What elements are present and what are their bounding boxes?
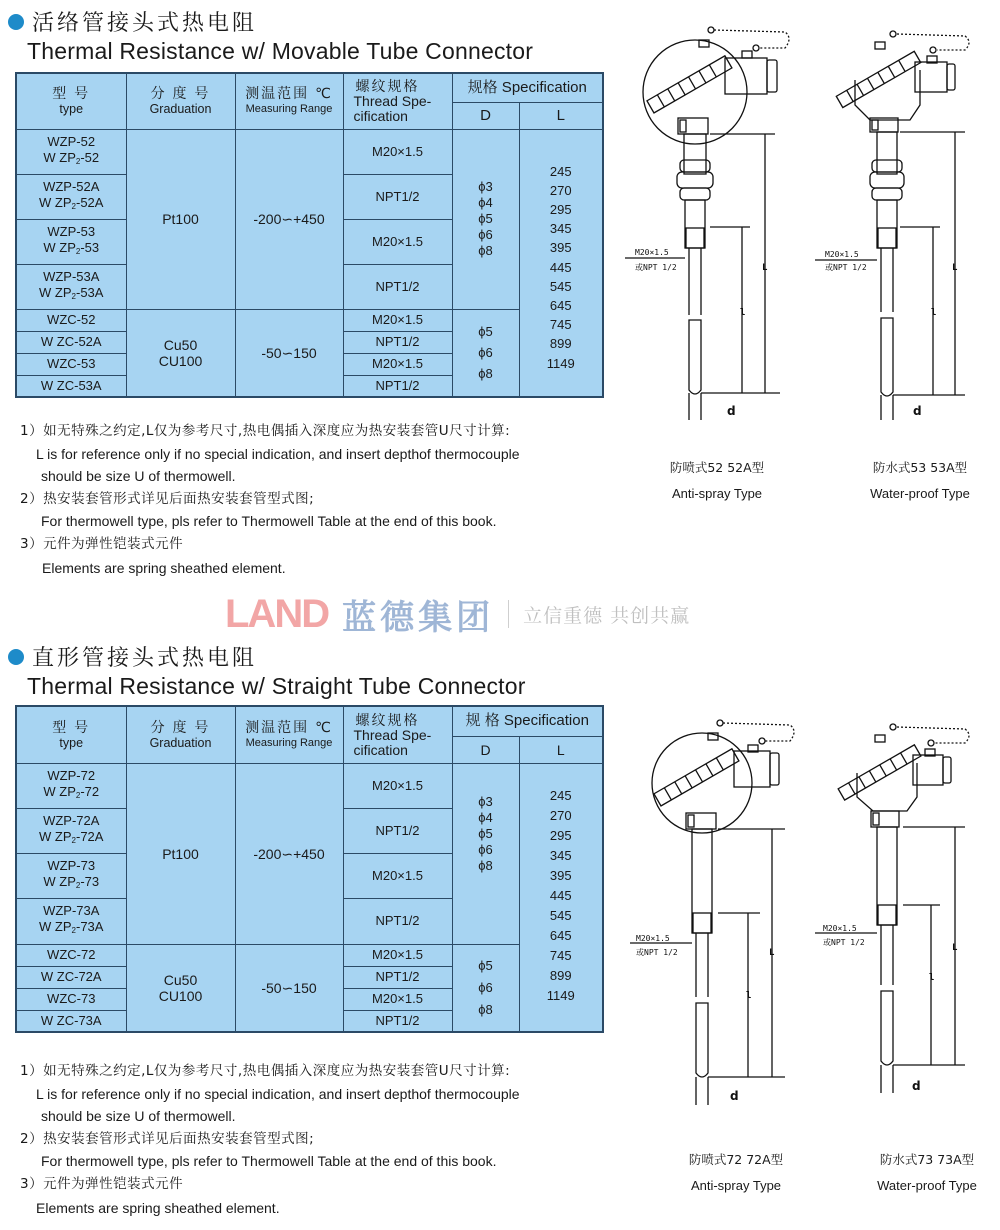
header-range: 测温范围 ℃ Measuring Range — [235, 706, 343, 763]
svg-text:M20×1.5: M20×1.5 — [825, 250, 859, 259]
range-cell: -50∽150 — [235, 944, 343, 1032]
type-cell: WZP-73 W $ZP_2-73$ — [16, 853, 126, 898]
type-cell: WZP-72 W $ZP_2-72$ — [16, 763, 126, 808]
note-2-cn: 2）热安装套管形式详见后面热安装套管型式图; — [20, 490, 315, 507]
anti-spray-straight-diagram — [630, 715, 810, 1125]
svg-text:l: l — [931, 308, 937, 318]
svg-text:d: d — [727, 404, 736, 418]
thread-cell: NPT1/2 — [343, 174, 452, 219]
note-3-cn: 3）元件为弹性铠装式元件 — [20, 1175, 184, 1192]
svg-text:L: L — [762, 263, 768, 273]
d-values-cell: ϕ5 ϕ6 ϕ8 — [452, 944, 519, 1032]
spec-table — [15, 705, 604, 1033]
thread-cell: NPT1/2 — [343, 264, 452, 309]
type-cell: WZP-53 W $ZP_2-53$ — [16, 219, 126, 264]
thread-cell: NPT1/2 — [343, 966, 452, 988]
thread-cell: M20×1.5 — [343, 129, 452, 174]
anti-spray-caption: 防喷式72 72A型 Anti-spray Type — [688, 1152, 784, 1193]
brand-logo — [225, 592, 690, 636]
type-cell: WZC-72 — [16, 944, 126, 966]
section-title-cn — [8, 6, 257, 37]
note-3-en: Elements are spring sheathed element. — [36, 1200, 280, 1216]
range-cell: -200∽+450 — [235, 763, 343, 944]
header-specification: 规格 Specification — [452, 73, 603, 102]
svg-text:l: l — [929, 973, 935, 983]
graduation-cell: Cu50 CU100 — [126, 944, 235, 1032]
section-straight-connector — [0, 635, 1000, 1230]
d-values-cell: ϕ3 ϕ4 ϕ5 ϕ6 ϕ8 — [452, 763, 519, 944]
graduation-cell: Pt100 — [126, 763, 235, 944]
note-1-en: L is for reference only if no special indication, and insert depthof thermocouple — [36, 1085, 520, 1102]
anti-spray-caption: 防喷式52 52A型 Anti-spray Type — [669, 460, 765, 501]
type-cell: WZC-53 — [16, 353, 126, 375]
header-graduation: 分 度 号 Graduation — [126, 706, 235, 763]
logo-name-cn: 蓝德集团 — [342, 597, 495, 638]
thread-cell: M20×1.5 — [343, 353, 452, 375]
note-2-en: For thermowell type, pls refer to Thermowell Table at the end of this book. — [41, 513, 497, 529]
water-proof-straight-diagram — [815, 715, 995, 1125]
header-d: D — [452, 102, 519, 129]
svg-text:l: l — [740, 308, 746, 318]
bullet-icon — [8, 649, 24, 665]
svg-text:M20×1.5: M20×1.5 — [823, 924, 857, 933]
table-row — [16, 309, 603, 331]
table-row — [16, 944, 603, 966]
svg-text:或NPT 1/2: 或NPT 1/2 — [636, 948, 678, 957]
svg-text:L: L — [952, 263, 958, 273]
note-3-cn: 3）元件为弹性铠装式元件 — [20, 535, 184, 552]
thread-cell: NPT1/2 — [343, 375, 452, 397]
type-cell: WZC-73 — [16, 988, 126, 1010]
type-cell: WZC-52 — [16, 309, 126, 331]
section-movable-connector — [0, 0, 1000, 585]
thread-cell: M20×1.5 — [343, 219, 452, 264]
spec-table — [15, 72, 604, 398]
section-title-cn — [8, 641, 257, 672]
title-cn-text: 直形管接头式热电阻 — [32, 646, 258, 671]
header-l: L — [519, 102, 603, 129]
thread-cell: M20×1.5 — [343, 763, 452, 808]
water-proof-diagram — [815, 20, 995, 420]
type-cell: W ZC-73A — [16, 1010, 126, 1032]
svg-text:d: d — [913, 404, 922, 418]
water-proof-caption: 防水式53 53A型 Water-proof Type — [870, 460, 970, 501]
header-specification: 规 格 Specification — [452, 706, 603, 736]
type-cell: WZP-52A W $ZP_2-52A$ — [16, 174, 126, 219]
section-title-en: Thermal Resistance w/ Movable Tube Connector — [27, 38, 534, 64]
header-thread: 螺纹规格 Thread Spe- cification — [343, 73, 452, 129]
thread-cell: M20×1.5 — [343, 988, 452, 1010]
table-row — [16, 763, 603, 808]
range-cell: -50∽150 — [235, 309, 343, 397]
thread-cell: M20×1.5 — [343, 853, 452, 898]
l-values-cell: 245 270 295 345 395 445 545 645 745 899 1149 — [519, 763, 603, 1032]
logo-slogan: 立信重德 共创共赢 — [523, 604, 691, 627]
notes — [20, 420, 520, 580]
note-1-cn: 1）如无特殊之约定,L仅为参考尺寸,热电偶插入深度应为热安装套管U尺寸计算: — [20, 1063, 511, 1079]
svg-text:或NPT 1/2: 或NPT 1/2 — [823, 938, 865, 947]
type-cell: W ZC-72A — [16, 966, 126, 988]
thread-cell: NPT1/2 — [343, 331, 452, 353]
svg-text:l: l — [746, 991, 752, 1001]
note-1-en-cont: should be size U of thermowell. — [41, 1108, 236, 1124]
logo-land: LAND — [225, 591, 329, 636]
svg-text:L: L — [952, 943, 958, 953]
thread-cell: M20×1.5 — [343, 309, 452, 331]
d-values-cell: ϕ5 ϕ6 ϕ8 — [452, 309, 519, 397]
type-cell: W ZC-53A — [16, 375, 126, 397]
graduation-cell: Pt100 — [126, 129, 235, 309]
header-d: D — [452, 736, 519, 763]
range-cell: -200∽+450 — [235, 129, 343, 309]
anti-spray-diagram — [625, 20, 805, 420]
logo-divider — [508, 600, 509, 628]
note-2-en: For thermowell type, pls refer to Thermowell Table at the end of this book. — [41, 1153, 497, 1169]
section-title-en: Thermal Resistance w/ Straight Tube Connector — [27, 673, 526, 699]
thread-cell: NPT1/2 — [343, 1010, 452, 1032]
header-range: 测温范围 ℃ Measuring Range — [235, 73, 343, 129]
type-cell: W ZC-52A — [16, 331, 126, 353]
header-type: 型 号 type — [16, 706, 126, 763]
header-thread: 螺纹规格 Thread Spe- cification — [343, 706, 452, 763]
svg-text:或NPT 1/2: 或NPT 1/2 — [825, 263, 867, 272]
note-3-en: Elements are spring sheathed element. — [42, 560, 286, 576]
bullet-icon — [8, 14, 24, 30]
note-1-cn: 1）如无特殊之约定,L仅为参考尺寸,热电偶插入深度应为热安装套管U尺寸计算: — [20, 423, 511, 439]
thread-cell: NPT1/2 — [343, 808, 452, 853]
note-2-cn: 2）热安装套管形式详见后面热安装套管型式图; — [20, 1130, 315, 1147]
graduation-cell: Cu50 CU100 — [126, 309, 235, 397]
water-proof-caption: 防水式73 73A型 Water-proof Type — [877, 1152, 977, 1193]
notes — [20, 1060, 520, 1220]
table-row — [16, 129, 603, 174]
thread-cell: NPT1/2 — [343, 898, 452, 944]
note-1-en: L is for reference only if no special indication, and insert depthof thermocouple — [36, 445, 520, 462]
header-graduation: 分 度 号 Graduation — [126, 73, 235, 129]
svg-text:M20×1.5: M20×1.5 — [636, 934, 670, 943]
svg-text:L: L — [769, 948, 775, 958]
svg-text:或NPT 1/2: 或NPT 1/2 — [635, 263, 677, 272]
title-cn-text: 活络管接头式热电阻 — [32, 11, 258, 36]
l-values-cell: 245 270 295 345 395 445 545 645 745 899 1149 — [519, 129, 603, 397]
type-cell: WZP-52 W $ZP_2-52$ — [16, 129, 126, 174]
thread-cell: M20×1.5 — [343, 944, 452, 966]
type-cell: WZP-73A W $ZP_2-73A$ — [16, 898, 126, 944]
type-cell: WZP-53A W $ZP_2-53A$ — [16, 264, 126, 309]
header-l: L — [519, 736, 603, 763]
svg-text:M20×1.5: M20×1.5 — [635, 248, 669, 257]
type-cell: WZP-72A W $ZP_2-72A$ — [16, 808, 126, 853]
svg-text:d: d — [730, 1089, 739, 1103]
note-1-en-cont: should be size U of thermowell. — [41, 468, 236, 484]
svg-text:d: d — [912, 1079, 921, 1093]
header-type: 型 号 type — [16, 73, 126, 129]
d-values-cell: ϕ3 ϕ4 ϕ5 ϕ6 ϕ8 — [452, 129, 519, 309]
